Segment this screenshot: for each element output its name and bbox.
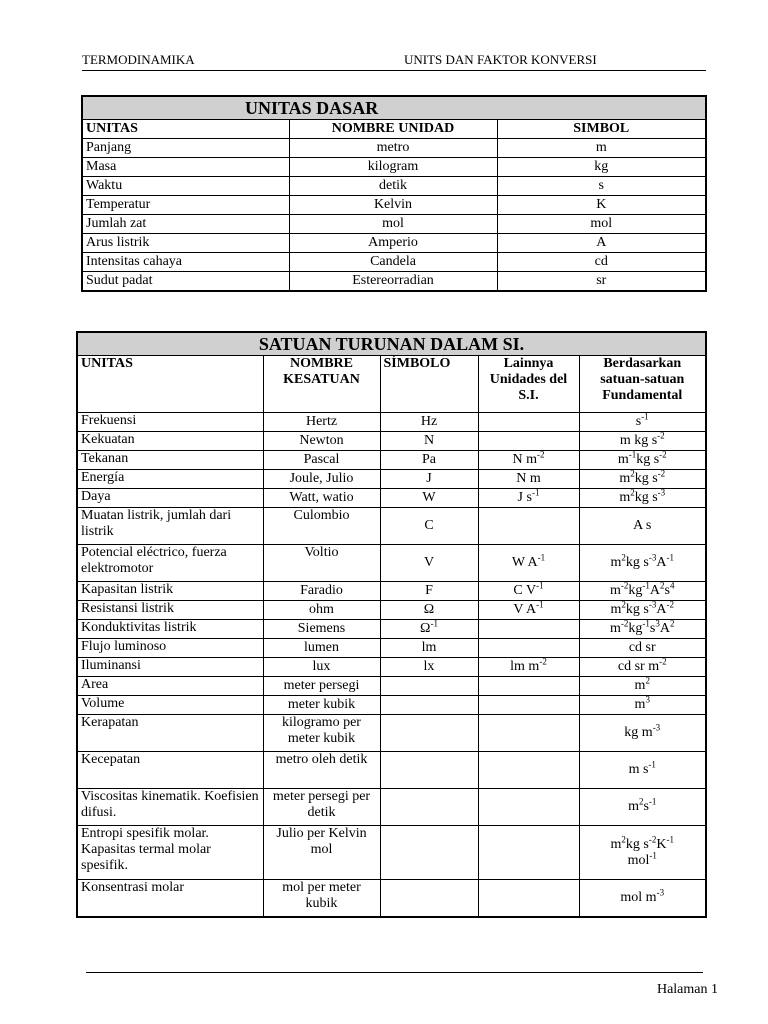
- fundamental: $m^2s^{-1}$: [579, 789, 706, 826]
- table-row: [82, 139, 706, 158]
- symbol: [380, 789, 478, 826]
- fundamental: $m^2kg$ $s^{-3}$: [579, 489, 706, 508]
- table-row: [82, 177, 706, 196]
- table-row: [77, 826, 706, 880]
- table-row: [77, 715, 706, 752]
- fundamental: $m^2kg$ $s^{-3}A^{-1}$: [579, 545, 706, 582]
- fundamental: $m^{-2}kg^{-1}s^3A^2$: [579, 620, 706, 639]
- fundamental: $m^3$: [579, 696, 706, 715]
- unit-name: metro oleh detik: [263, 752, 380, 789]
- unit-name: meter persegi per detik: [263, 789, 380, 826]
- fundamental: kg $m^{-3}$: [579, 715, 706, 752]
- other-si: N m: [478, 470, 579, 489]
- symbol: lm: [380, 639, 478, 658]
- unit-name: Pascal: [263, 451, 380, 470]
- quantity: Iluminansi: [77, 658, 263, 677]
- fundamental: $m^{-2}kg^{-1}A^2s^4$: [579, 582, 706, 601]
- quantity: Kapasitan listrik: [77, 582, 263, 601]
- symbol: Pa: [380, 451, 478, 470]
- unit-name: kilogramo per meter kubik: [263, 715, 380, 752]
- unit-si-name: Amperio: [289, 234, 497, 253]
- symbol: W: [380, 489, 478, 508]
- table-row: [77, 413, 706, 432]
- col-header: UNITAS: [77, 356, 263, 413]
- symbol: N: [380, 432, 478, 451]
- quantity: Tekanan: [77, 451, 263, 470]
- other-si: [478, 826, 579, 880]
- table-row: [77, 470, 706, 489]
- unit-symbol: sr: [497, 272, 706, 292]
- table-row: [77, 752, 706, 789]
- unit-name: Masa: [82, 158, 289, 177]
- quantity: Kekuatan: [77, 432, 263, 451]
- fundamental: m kg $s^{-2}$: [579, 432, 706, 451]
- symbol: F: [380, 582, 478, 601]
- quantity: Resistansi listrik: [77, 601, 263, 620]
- table-row: [77, 489, 706, 508]
- header-right: UNITS DAN FAKTOR KONVERSI: [404, 52, 597, 67]
- unit-name: Hertz: [263, 413, 380, 432]
- quantity: Daya: [77, 489, 263, 508]
- other-si: [478, 508, 579, 545]
- unit-symbol: mol: [497, 215, 706, 234]
- quantity: Flujo luminoso: [77, 639, 263, 658]
- unit-symbol: kg: [497, 158, 706, 177]
- fundamental: m $s^{-1}$: [579, 752, 706, 789]
- unit-name: Panjang: [82, 139, 289, 158]
- symbol: V: [380, 545, 478, 582]
- other-si: J $s^{-1}$: [478, 489, 579, 508]
- symbol: $\Omega^{-1}$: [380, 620, 478, 639]
- unit-si-name: Estereorradian: [289, 272, 497, 292]
- col-header: SIMBOL: [497, 120, 706, 139]
- other-si: [478, 620, 579, 639]
- unit-name: ohm: [263, 601, 380, 620]
- table-row: [77, 620, 706, 639]
- page-number: Halaman 1: [656, 982, 718, 997]
- table-row: [82, 158, 706, 177]
- unit-si-name: mol: [289, 215, 497, 234]
- unit-name: Jumlah zat: [82, 215, 289, 234]
- fundamental: $m^{-1}kg$ $s^{-2}$: [579, 451, 706, 470]
- table2-title: SATUAN TURUNAN DALAM SI.: [77, 332, 706, 356]
- unit-si-name: metro: [289, 139, 497, 158]
- unit-si-name: detik: [289, 177, 497, 196]
- symbol: [380, 752, 478, 789]
- footer-rule: [86, 972, 703, 973]
- unit-symbol: cd: [497, 253, 706, 272]
- fundamental: mol $m^{-3}$: [579, 880, 706, 917]
- unit-name: lux: [263, 658, 380, 677]
- other-si: [478, 413, 579, 432]
- symbol: [380, 677, 478, 696]
- symbol: C: [380, 508, 478, 545]
- table-row: [77, 508, 706, 545]
- unit-symbol: m: [497, 139, 706, 158]
- other-si: W $A^{-1}$: [478, 545, 579, 582]
- unit-name: Arus listrik: [82, 234, 289, 253]
- unit-symbol: A: [497, 234, 706, 253]
- fundamental: $m^2kg$ $s^{-3}A^{-2}$: [579, 601, 706, 620]
- other-si: [478, 432, 579, 451]
- quantity: Kecepatan: [77, 752, 263, 789]
- quantity: Energía: [77, 470, 263, 489]
- unit-name: mol per meter kubik: [263, 880, 380, 917]
- symbol: Hz: [380, 413, 478, 432]
- quantity: Konduktivitas listrik: [77, 620, 263, 639]
- header-left: TERMODINAMIKA: [82, 52, 195, 67]
- other-si: [478, 880, 579, 917]
- unit-name: meter kubik: [263, 696, 380, 715]
- derived-units-table: [76, 331, 707, 918]
- unit-name: Temperatur: [82, 196, 289, 215]
- table-row: [77, 789, 706, 826]
- fundamental: A s: [579, 508, 706, 545]
- other-si: lm $m^{-2}$: [478, 658, 579, 677]
- table-row: [77, 451, 706, 470]
- other-si: [478, 789, 579, 826]
- symbol: [380, 826, 478, 880]
- other-si: C $V^{-1}$: [478, 582, 579, 601]
- col-header: NOMBRE KESATUAN: [263, 356, 380, 413]
- table-row: [82, 272, 706, 292]
- base-units-table: [81, 95, 707, 292]
- quantity: Volume: [77, 696, 263, 715]
- fundamental: $m^2$: [579, 677, 706, 696]
- unit-name: Newton: [263, 432, 380, 451]
- other-si: [478, 677, 579, 696]
- quantity: Entropi spesifik molar. Kapasitas termal molar spesifik.: [77, 826, 263, 880]
- unit-symbol: s: [497, 177, 706, 196]
- fundamental: cd sr $m^{-2}$: [579, 658, 706, 677]
- table-row: [77, 582, 706, 601]
- unit-si-name: Candela: [289, 253, 497, 272]
- col-header: Berdasarkan satuan-satuan Fundamental: [579, 356, 706, 413]
- table-row: [82, 234, 706, 253]
- other-si: [478, 639, 579, 658]
- symbol: [380, 880, 478, 917]
- symbol: J: [380, 470, 478, 489]
- quantity: Kerapatan: [77, 715, 263, 752]
- unit-name: Julio per Kelvin mol: [263, 826, 380, 880]
- symbol: [380, 715, 478, 752]
- unit-name: lumen: [263, 639, 380, 658]
- page-header: [82, 52, 706, 71]
- quantity: Frekuensi: [77, 413, 263, 432]
- unit-si-name: kilogram: [289, 158, 497, 177]
- symbol: [380, 696, 478, 715]
- unit-si-name: Kelvin: [289, 196, 497, 215]
- unit-name: Waktu: [82, 177, 289, 196]
- col-header: NOMBRE UNIDAD: [289, 120, 497, 139]
- table-row: [82, 196, 706, 215]
- unit-name: Culombio: [263, 508, 380, 545]
- quantity: Muatan listrik, jumlah dari listrik: [77, 508, 263, 545]
- table1-title: UNITAS DASAR: [82, 96, 706, 120]
- other-si: [478, 752, 579, 789]
- table-row: [77, 432, 706, 451]
- unit-name: Joule, Julio: [263, 470, 380, 489]
- col-header: SÍMBOLO: [380, 356, 478, 413]
- fundamental: $m^2kg$ $s^{-2}K^{-1}$ mol$^{-1}$: [579, 826, 706, 880]
- table-row: [77, 880, 706, 917]
- table-row: [77, 677, 706, 696]
- symbol: lx: [380, 658, 478, 677]
- quantity: Potencial eléctrico, fuerza elektromotor: [77, 545, 263, 582]
- other-si: V $A^{-1}$: [478, 601, 579, 620]
- table-row: [77, 658, 706, 677]
- fundamental: $s^{-1}$: [579, 413, 706, 432]
- unit-name: Voltio: [263, 545, 380, 582]
- col-header: UNITAS: [82, 120, 289, 139]
- unit-name: Sudut padat: [82, 272, 289, 292]
- table-row: [77, 545, 706, 582]
- quantity: Konsentrasi molar: [77, 880, 263, 917]
- table-row: [77, 601, 706, 620]
- table-row: [77, 696, 706, 715]
- other-si: [478, 715, 579, 752]
- other-si: [478, 696, 579, 715]
- quantity: Area: [77, 677, 263, 696]
- fundamental: cd sr: [579, 639, 706, 658]
- unit-name: meter persegi: [263, 677, 380, 696]
- unit-name: Watt, watio: [263, 489, 380, 508]
- unit-symbol: K: [497, 196, 706, 215]
- table-row: [77, 639, 706, 658]
- unit-name: Intensitas cahaya: [82, 253, 289, 272]
- col-header: Lainnya Unidades del S.I.: [478, 356, 579, 413]
- other-si: N $m^{-2}$: [478, 451, 579, 470]
- table-row: [82, 253, 706, 272]
- table-row: [82, 215, 706, 234]
- unit-name: Siemens: [263, 620, 380, 639]
- symbol: Ω: [380, 601, 478, 620]
- fundamental: $m^2kg$ $s^{-2}$: [579, 470, 706, 489]
- unit-name: Faradio: [263, 582, 380, 601]
- quantity: Viscositas kinematik. Koefisien difusi.: [77, 789, 263, 826]
